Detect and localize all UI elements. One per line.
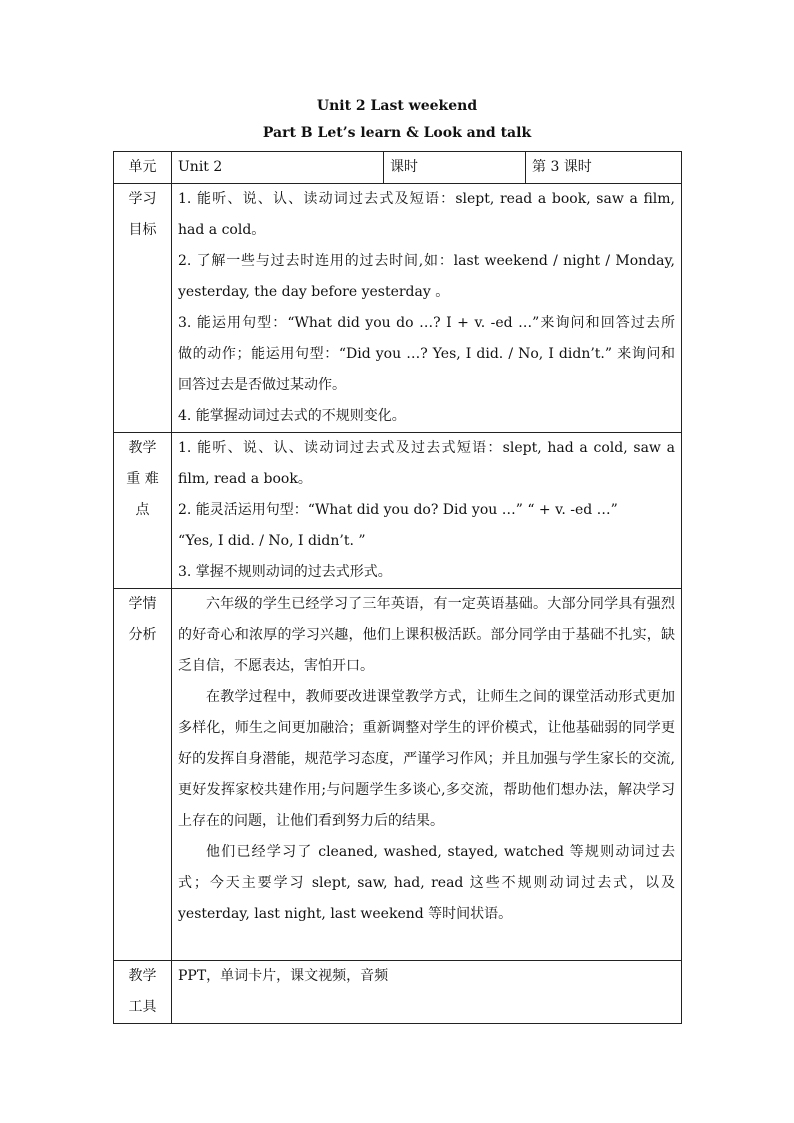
key-points-content bbox=[172, 433, 682, 589]
objective-line: 回答过去是否做过某动作。 bbox=[178, 377, 346, 393]
key-point-line: 2. 能灵活运用句型：“What did you do? Did you …” “ + v. -ed …” bbox=[178, 502, 618, 518]
page-title: Unit 2 Last weekend bbox=[316, 98, 478, 114]
analysis-paragraph: 六年级的学生已经学习了三年英语，有一定英语基础。大部分同学具有强烈的好奇心和浓厚的学习兴趣，他们上课积极活跃。部分同学由于基础不扎实，缺乏自信，不愿表达，害怕开口。 bbox=[178, 596, 675, 674]
tools-label bbox=[114, 961, 172, 1024]
period-value: 第 3 课时 bbox=[526, 152, 682, 184]
page-subtitle: Part B Let’s learn & Look and talk bbox=[262, 125, 532, 141]
unit-row bbox=[114, 152, 682, 184]
objective-line: yesterday, the day before yesterday 。 bbox=[178, 284, 450, 300]
objectives-content bbox=[172, 184, 682, 433]
objectives-label bbox=[114, 184, 172, 433]
key-points-label-line: 教学 bbox=[128, 440, 157, 456]
tools-value: PPT，单词卡片，课文视频，音频 bbox=[172, 961, 682, 1024]
lesson-plan-table bbox=[113, 151, 682, 1024]
objectives-row bbox=[114, 184, 682, 433]
key-points-label-line: 点 bbox=[135, 502, 150, 518]
objectives-label-line: 学习 bbox=[128, 191, 157, 207]
analysis-label-line: 学情 bbox=[128, 596, 157, 612]
unit-label: 单元 bbox=[114, 152, 172, 184]
unit-value: Unit 2 bbox=[172, 152, 384, 184]
analysis-paragraph: 在教学过程中，教师要改进课堂教学方式，让师生之间的课堂活动形式更加多样化，师生之间更加融洽；重新调整对学生的评价模式，让他基础弱的同学更好的发挥自身潜能，规范学习态度，严谨学习作风；并且加强与学生家长的交流,更好发挥家校共建作用;与问题学生多谈心,多交流，帮助他们想办法，解决学习上存在的问题，让他们看到努力后的结果。 bbox=[178, 689, 675, 829]
key-point-line: 3. 掌握不规则动词的过去式形式。 bbox=[178, 564, 392, 580]
analysis-label bbox=[114, 589, 172, 961]
tools-label-line: 教学 bbox=[128, 968, 157, 984]
objective-line: 做的动作；能运用句型：“Did you …? Yes, I did. / No, I didn’t.” 来询问和 bbox=[178, 346, 675, 362]
key-points-row bbox=[114, 433, 682, 589]
analysis-row bbox=[114, 589, 682, 961]
analysis-paragraph: 他们已经学习了 cleaned, washed, stayed, watched 等规则动词过去式；今天主要学习 slept, saw, had, read 这些不规则动词过去式，以及 yesterday, last night, last weekend 等时间状语。 bbox=[178, 844, 675, 922]
key-points-label-line: 重 难 bbox=[126, 471, 159, 487]
period-label: 课时 bbox=[384, 152, 526, 184]
key-point-line: 1. 能听、说、认、读动词过去式及过去式短语：slept, had a cold, saw a bbox=[178, 440, 675, 456]
objective-line: 2. 了解一些与过去时连用的过去时间,如：last weekend / night / Monday, bbox=[178, 253, 675, 269]
objective-line: 3. 能运用句型：“What did you do …? I + v. -ed …”来询问和回答过去所 bbox=[178, 315, 675, 331]
analysis-content bbox=[172, 589, 682, 961]
tools-label-line: 工具 bbox=[128, 999, 157, 1015]
analysis-label-line: 分析 bbox=[128, 627, 157, 643]
key-point-line: “Yes, I did. / No, I didn’t. ” bbox=[178, 533, 366, 549]
objective-line: 4. 能掌握动词过去式的不规则变化。 bbox=[178, 408, 406, 424]
key-point-line: film, read a book。 bbox=[178, 471, 312, 487]
objectives-label-line: 目标 bbox=[128, 222, 157, 238]
tools-row bbox=[114, 961, 682, 1024]
objective-line: 1. 能听、说、认、读动词过去式及短语：slept, read a book, saw a film, bbox=[178, 191, 675, 207]
key-points-label bbox=[114, 433, 172, 589]
objective-line: had a cold。 bbox=[178, 222, 266, 238]
